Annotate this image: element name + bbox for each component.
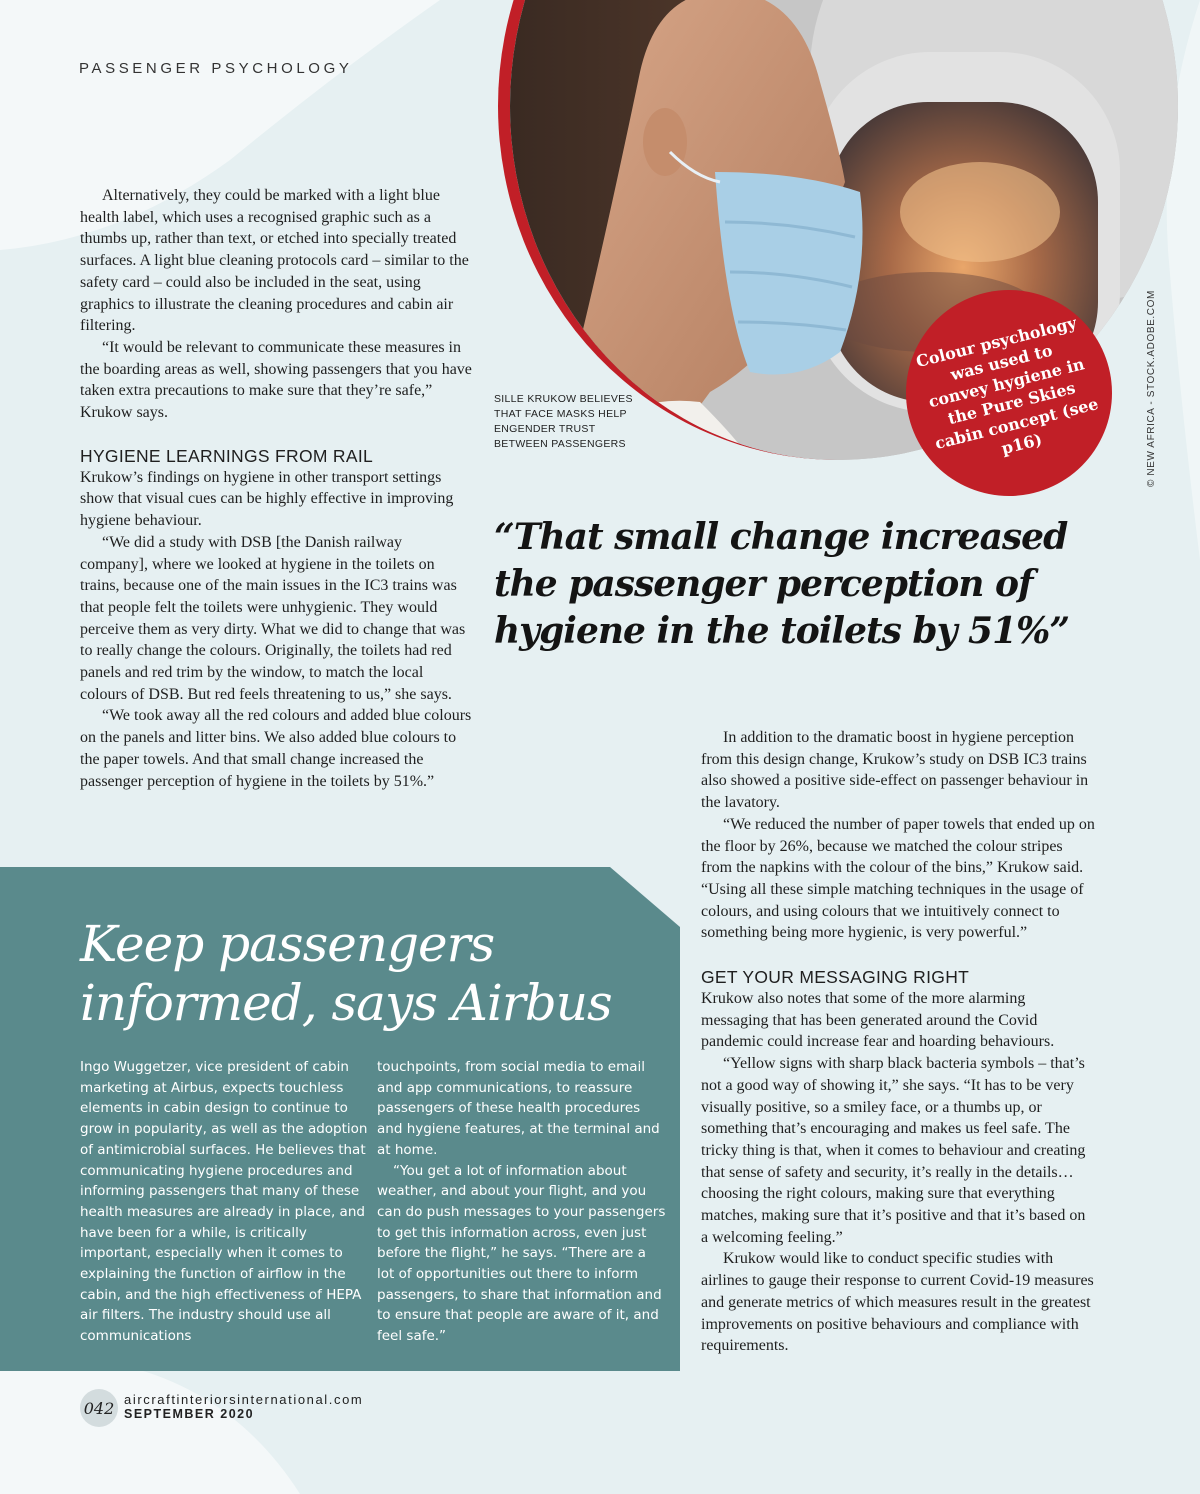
body-paragraph: “It would be relevant to communicate these measures in the boarding areas as well, showing passengers that you have taken extra precautions to make sure that they’re safe,” Krukow says. [80, 338, 472, 422]
section-label: PASSENGER PSYCHOLOGY [79, 60, 353, 77]
photo-caption: SILLE KRUKOW BELIEVES THAT FACE MASKS HELP ENGENDER TRUST BETWEEN PASSENGERS [494, 393, 633, 450]
subheading: GET YOUR MESSAGING RIGHT [701, 967, 970, 988]
right-column [701, 727, 1095, 1357]
footer-issue-date: SEPTEMBER 2020 [124, 1407, 255, 1421]
body-paragraph: In addition to the dramatic boost in hygiene perception from this design change, Krukow’s study on DSB IC3 trains also showed a positive side-effect on passenger behaviour in the lavatory. [701, 729, 1089, 812]
sidebar-column-2 [377, 1057, 667, 1347]
photo-credit: © NEW AFRICA - STOCK.ADOBE.COM [1146, 290, 1157, 487]
sidebar-column-1 [80, 1057, 370, 1347]
footer-website: aircraftinteriorsinternational.com [124, 1392, 364, 1407]
body-paragraph: “Yellow signs with sharp black bacteria symbols – that’s not a good way of showing it,” she says. “It has to be very visually positive, so a smiley face, or a thumbs up, or something that’s encouraging and makes us feel safe. The tricky thing is that, when it comes to behaviour and creating that sense of safety and security, it’s really in the details… choosing the right colours, making sure that everything matches, making sure that it’s positive and that it’s based on a welcoming feeling.” [701, 1055, 1086, 1246]
pull-quote: “That small change increased the passenger perception of hygiene in the toilets by 51%” [494, 516, 1070, 652]
body-paragraph: Krukow also notes that some of the more alarming messaging that has been generated around the Covid pandemic could increase fear and hoarding behaviours. [701, 990, 1055, 1051]
left-column [80, 185, 472, 792]
body-paragraph: Krukow’s findings on hygiene in other transport settings show that visual cues can be highly effective in improving hygiene behaviour. [80, 468, 454, 530]
sidebar-title: Keep passengers informed, says Airbus [80, 915, 612, 1032]
body-paragraph: Alternatively, they could be marked with a light blue health label, which uses a recognised graphic such as a thumbs up, rather than text, or etched into specially treated surfaces. A light blue cleaning protocols card – similar to the safety card – could also be included in the seat, using graphics to illustrate the cleaning procedures and cabin air filtering. [80, 187, 469, 335]
body-paragraph: “We reduced the number of paper towels that ended up on the floor by 26%, because we matched the colour stripes from the napkins with the colour of the bins,” Krukow said. “Using all these simple matching techniques in the usage of colours, and using colours that we intuitively connect to something being more hygienic, is very powerful.” [701, 815, 1095, 942]
sidebar-paragraph: touchpoints, from social media to email and app communications, to reassure passengers of these health procedures and hygiene features, at the terminal and at home. [377, 1059, 660, 1158]
subheading: HYGIENE LEARNINGS FROM RAIL [80, 445, 374, 466]
page-number: 042 [80, 1389, 118, 1427]
body-paragraph: Krukow would like to conduct specific studies with airlines to gauge their response to current Covid-19 measures and generate metrics of which measures result in the greatest improvements on positive behaviours and compliance with requirements. [701, 1250, 1094, 1355]
sidebar-paragraph: “You get a lot of information about weather, and about your flight, and you can do push messages to your passengers to get this information across, even just before the flight,” he says. “There are a lot of opportunities out there to inform passengers, to share that information and to ensure that people are aware of it, and feel safe.” [377, 1162, 666, 1345]
sidebar-paragraph: Ingo Wuggetzer, vice president of cabin marketing at Airbus, expects touchless elements in cabin design to continue to grow in popularity, as well as the adoption of antimicrobial surfaces. He believes that communicating hygiene procedures and informing passengers that many of these health measures are already in place, and have been for a while, is critically important, especially when it comes to explaining the function of airflow in the cabin, and the high effectiveness of HEPA air filters. The industry should use all communications [80, 1059, 368, 1345]
callout-badge-text: Colour psychology was used to convey hygiene in the Pure Skies cabin concept (see p16) [914, 312, 1101, 459]
callout-badge [906, 290, 1112, 496]
body-paragraph: “We took away all the red colours and added blue colours on the panels and litter bins. We also added blue colours to the paper towels. And that small change increased the passenger perception of hygiene in the toilets by 51%.” [80, 707, 472, 790]
body-paragraph: “We did a study with DSB [the Danish railway company], where we looked at hygiene in the toilets on trains, because one of the main issues in the IC3 trains was that people felt the toilets were unhygienic. They would perceive them as very dirty. What we did to change that was to really change the colours. Originally, the toilets had red panels and red trim by the window, to match the local colours of DSB. But red feels threatening to us,” she says. [80, 533, 466, 703]
